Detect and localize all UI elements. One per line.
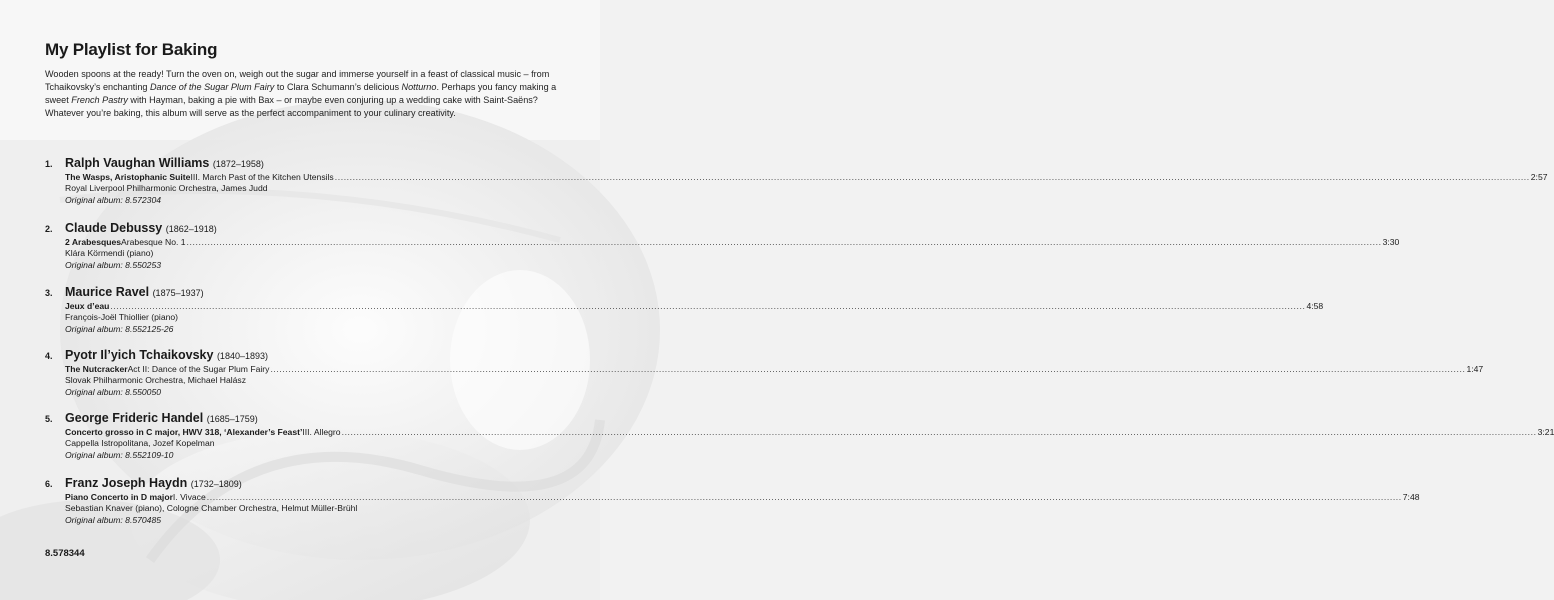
work-movement: III. Allegro bbox=[302, 427, 341, 437]
track-number: 2. bbox=[45, 224, 53, 234]
composer-name: George Frideric Handel bbox=[65, 411, 204, 425]
intro-text-2: to Clara Schumann’s delicious bbox=[274, 81, 402, 92]
leader-dots: ................................................................................................................................................................................................................................................................................................................................................................................................................ bbox=[270, 364, 1466, 374]
work-movement: Arabesque No. 1 bbox=[121, 237, 186, 247]
composer-line bbox=[65, 155, 553, 172]
work-title: The Nutcracker bbox=[65, 364, 128, 374]
work-title: Concerto grosso in C major, HWV 318, ‘Alexander’s Feast’ bbox=[65, 427, 303, 437]
intro-italic-1: Dance of the Sugar Plum Fairy bbox=[149, 81, 275, 92]
composer-name: Maurice Ravel bbox=[65, 285, 150, 299]
composer-years: (1840–1893) bbox=[216, 351, 268, 361]
track-details bbox=[65, 284, 1324, 335]
page-title: My Playlist for Baking bbox=[45, 40, 218, 59]
work-movement: I. Vivace bbox=[172, 492, 206, 502]
composer-years: (1732–1809) bbox=[190, 479, 242, 489]
track-duration: 3:30 bbox=[1382, 237, 1400, 247]
leader-dots: ................................................................................................................................................................................................................................................................................................................................................................................................................ bbox=[206, 492, 1402, 502]
composer-years: (1875–1937) bbox=[152, 288, 204, 298]
performers: Royal Liverpool Philharmonic Orchestra, James Judd bbox=[65, 183, 268, 194]
work-line bbox=[65, 172, 1548, 183]
track-duration: 7:48 bbox=[1402, 492, 1420, 502]
work-line bbox=[65, 427, 1554, 438]
track-details bbox=[65, 155, 1548, 206]
performers: Cappella Istropolitana, Jozef Kopelman bbox=[65, 438, 215, 449]
composer-line bbox=[65, 347, 553, 364]
composer-line bbox=[65, 284, 553, 301]
work-line bbox=[65, 237, 1400, 248]
work-title: 2 Arabesques bbox=[65, 237, 122, 247]
work-movement: III. March Past of the Kitchen Utensils bbox=[190, 172, 334, 182]
track-duration: 3:21 bbox=[1537, 427, 1554, 437]
composer-years: (1862–1918) bbox=[165, 224, 217, 234]
work-line bbox=[65, 492, 1420, 503]
original-album: Original album: 8.570485 bbox=[65, 514, 162, 525]
original-album: Original album: 8.552125-26 bbox=[65, 323, 174, 334]
track-duration: 2:57 bbox=[1530, 172, 1548, 182]
composer-name: Franz Joseph Haydn bbox=[65, 476, 188, 490]
leader-dots: ................................................................................................................................................................................................................................................................................................................................................................................................................ bbox=[341, 427, 1537, 437]
track-number: 4. bbox=[45, 351, 53, 361]
composer-years: (1685–1759) bbox=[206, 414, 258, 424]
work-movement: Act II: Dance of the Sugar Plum Fairy bbox=[127, 364, 270, 374]
work-title: Piano Concerto in D major bbox=[65, 492, 173, 502]
composer-name: Claude Debussy bbox=[65, 221, 163, 235]
leader-dots: ................................................................................................................................................................................................................................................................................................................................................................................................................ bbox=[334, 172, 1530, 182]
performers: Slovak Philharmonic Orchestra, Michael Halász bbox=[65, 375, 247, 386]
performers: François-Joël Thiollier (piano) bbox=[65, 312, 179, 323]
track-duration: 4:58 bbox=[1306, 301, 1324, 311]
performers: Sebastian Knaver (piano), Cologne Chamber Orchestra, Helmut Müller-Brühl bbox=[65, 503, 358, 514]
intro-text-3: . Perhaps you fancy making a sweet bbox=[45, 81, 557, 105]
track-details bbox=[65, 475, 1420, 526]
leader-dots: ................................................................................................................................................................................................................................................................................................................................................................................................................ bbox=[186, 237, 1382, 247]
track-number: 5. bbox=[45, 414, 53, 424]
track-number: 6. bbox=[45, 479, 53, 489]
composer-line bbox=[65, 410, 553, 427]
composer-years: (1872–1958) bbox=[212, 159, 264, 169]
track-details bbox=[65, 410, 1554, 461]
track-number: 3. bbox=[45, 288, 53, 298]
original-album: Original album: 8.572304 bbox=[65, 194, 162, 205]
composer-line bbox=[65, 475, 553, 492]
composer-name: Ralph Vaughan Williams bbox=[65, 156, 210, 170]
intro-text-4: with Hayman, baking a pie with Bax – or maybe even conjuring up a wedding cake with Saint-Saëns? Whatever you’re baking, this album will serve as the perfect accompaniment to your culinary creativity. bbox=[45, 94, 538, 118]
catalog-number: 8.578344 bbox=[45, 548, 85, 559]
work-line bbox=[65, 364, 1484, 375]
intro-text-1: Wooden spoons at the ready! Turn the oven on, weigh out the sugar and immerse yourself in a feast of classical music – from Tchaikovsky’s enchanting bbox=[45, 69, 550, 92]
track-number: 1. bbox=[45, 159, 53, 169]
leader-dots: ................................................................................................................................................................................................................................................................................................................................................................................................................ bbox=[110, 301, 1306, 311]
intro-paragraph bbox=[45, 68, 565, 120]
composer-line bbox=[65, 220, 553, 237]
work-title: Jeux d’eau bbox=[65, 301, 110, 311]
composer-name: Pyotr Il’yich Tchaikovsky bbox=[65, 348, 214, 362]
track-details bbox=[65, 347, 1484, 398]
work-title: The Wasps, Aristophanic Suite bbox=[65, 172, 191, 182]
intro-italic-2: Notturno bbox=[401, 81, 437, 92]
original-album: Original album: 8.550253 bbox=[65, 259, 162, 270]
original-album: Original album: 8.550050 bbox=[65, 386, 162, 397]
performers: Klára Körmendi (piano) bbox=[65, 248, 154, 259]
work-line bbox=[65, 301, 1324, 312]
intro-italic-3: French Pastry bbox=[71, 94, 128, 105]
track-details bbox=[65, 220, 1400, 271]
track-duration: 1:47 bbox=[1466, 364, 1484, 374]
original-album: Original album: 8.552109-10 bbox=[65, 449, 174, 460]
